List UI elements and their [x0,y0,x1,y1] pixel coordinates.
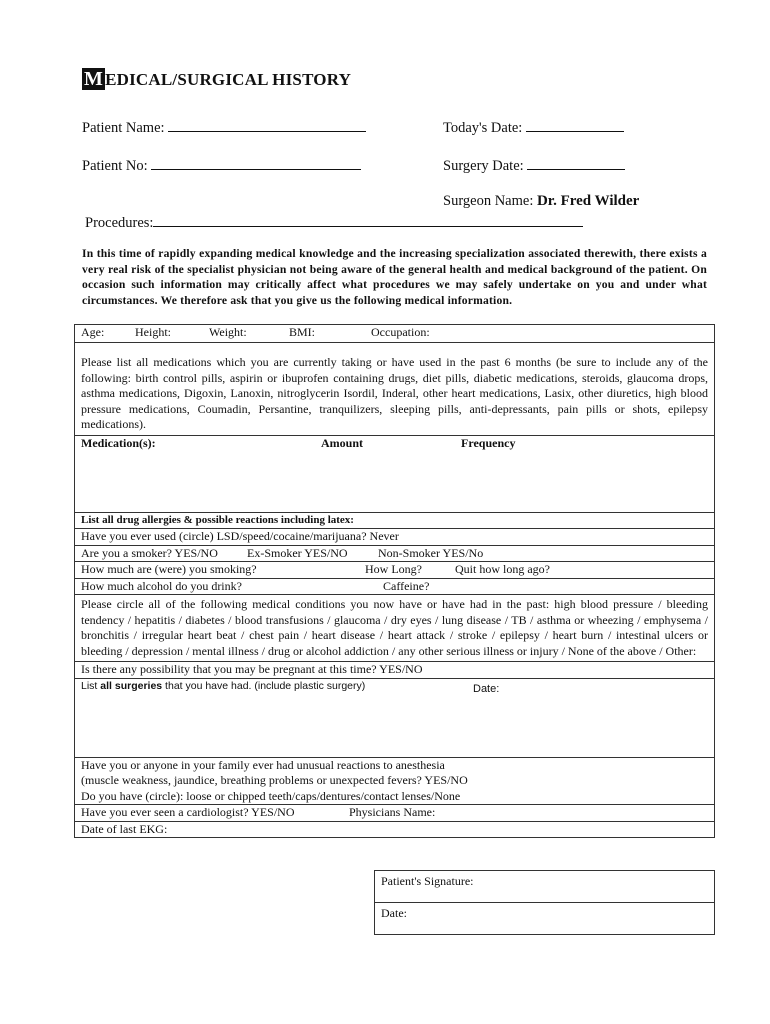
surgery-date-label: Surgery Date: [443,158,524,174]
surgeries-row [75,678,715,757]
caffeine-label: Caffeine? [383,578,430,593]
amount-col-header: Amount [321,435,364,450]
patient-signature-field[interactable]: Patient's Signature: [375,871,715,903]
height-label: Height: [135,325,171,339]
surgeon-name-value: Dr. Fred Wilder [536,193,640,209]
frequency-col-header: Frequency [461,435,516,450]
surgery-date-line[interactable] [527,155,625,170]
surgeries-prefix: List [81,679,101,692]
cardiologist-cell[interactable] [75,805,715,822]
signature-date-row [375,903,715,935]
todays-date-field[interactable] [443,117,624,137]
surgeon-name-label: Surgeon Name: [443,193,534,209]
surgeries-suffix: that you have had. (include plastic surgery) [162,679,366,692]
signature-date-field[interactable]: Date: [375,903,715,935]
title-initial: M [84,68,104,90]
smoking-amount-cell[interactable] [75,562,715,579]
surgery-date-field[interactable] [443,155,625,175]
ex-smoker-option: Ex-Smoker YES/NO [247,545,348,560]
procedures-field[interactable] [85,212,583,232]
procedures-label: Procedures: [85,215,154,231]
patient-name-label: Patient Name: [82,120,165,136]
medical-form-table [74,324,715,838]
cardiologist-row [75,805,715,822]
todays-date-label: Today's Date: [443,120,523,136]
patient-no-label: Patient No: [82,158,148,174]
physicians-name-label: Physicians Name: [349,805,436,819]
weight-label: Weight: [209,325,247,339]
surgeries-cell[interactable] [75,678,715,757]
occupation-label: Occupation: [371,325,430,339]
patient-name-field[interactable] [82,117,366,137]
patient-no-line[interactable] [151,155,361,170]
alcohol-question: How much alcohol do you drink? [81,578,242,593]
page-title [82,68,351,90]
signature-row [375,871,715,903]
surgeries-bold: all surgeries [100,679,163,692]
smoking-amount-row [75,562,715,579]
drugs-used-row [75,529,715,546]
pregnancy-row [75,662,715,679]
vitals-cell[interactable] [75,325,715,343]
medications-instructions-row [75,343,715,436]
smoking-amount-label: How much are (were) you smoking? [81,562,257,576]
allergies-label[interactable]: List all drug allergies & possible reactions including latex: [75,512,715,529]
patient-name-line[interactable] [168,117,366,132]
smoker-row [75,545,715,562]
surgeon-name-field [443,193,639,210]
todays-date-line[interactable] [526,117,624,132]
title-rest: EDICAL/SURGICAL HISTORY [105,70,352,89]
conditions-row [75,595,715,662]
anesthesia-line-1: Have you or anyone in your family ever had unusual reactions to anesthesia [81,757,445,772]
pregnancy-question[interactable]: Is there any possibility that you may be pregnant at this time? YES/NO [75,662,715,679]
non-smoker-option: Non-Smoker YES/No [378,545,484,560]
ekg-row [75,821,715,838]
cardiologist-question: Have you ever seen a cardiologist? YES/NO [81,805,295,819]
medications-instructions: Please list all medications which you are currently taking or have used in the past 6 months (be sure to include any of the following: birth control pills, aspirin or ibuprofen containing drugs, diet pills, diabetic medications, steroids, glaucoma drops, asthma medications, Digoxin, Lanoxin, nitroglycerin Isordil, Inderal, other heart medications, Lasix, other diuretics, high blood pressure medications, Coumadin, Persantine, tranquilizers, sleeping pills, anti-depressants, pain pills or shots, epilepsy medications). [75,343,715,436]
vitals-row [75,325,715,343]
bmi-label: BMI: [289,325,316,339]
procedures-line[interactable] [153,212,583,227]
anesthesia-cell[interactable] [75,757,715,805]
anesthesia-line-2: (muscle weakness, jaundice, breathing problems or unexpected fevers? YES/NO [81,773,468,787]
how-long-label: How Long? [365,562,422,576]
allergies-row [75,512,715,529]
smoker-question: Are you a smoker? YES/NO [81,545,218,560]
conditions-text[interactable]: Please circle all of the following medical conditions you now have or have had in the past: high blood pressure / bleeding tendency / hepatitis / diabetes / blood transfusions / glaucoma / dry eyes / lung disease / TB / asthma or wheezing / emphysema / bronchitis / irregular heart beat / chest pain / heart disease / heart attack / stroke / epilepsy / heart burn / intestinal ulcers or bleeding / depression / mental illness / drug or alcohol addiction / any other serious illness or injury / None of the above / Other: [75,595,715,662]
medications-list-cell[interactable] [75,435,715,512]
alcohol-cell[interactable] [75,578,715,595]
drugs-used-question[interactable]: Have you ever used (circle) LSD/speed/cocaine/marijuana? Never [75,529,715,546]
ekg-label[interactable]: Date of last EKG: [75,821,715,838]
anesthesia-row [75,757,715,805]
teeth-line: Do you have (circle): loose or chipped teeth/caps/dentures/contact lenses/None [81,788,461,803]
medications-list-row [75,435,715,512]
alcohol-row [75,578,715,595]
surgeries-date-label: Date: [473,682,500,695]
medications-col-header: Medication(s): [81,435,156,450]
age-label: Age: [81,325,105,339]
surgeries-label [81,679,473,695]
intro-paragraph: In this time of rapidly expanding medical knowledge and the increasing specialization associated therewith, there exists a very real risk of the specialist physician not being aware of the general health and medical background of the patient. On occasion such information may critically affect what procedures we may safely undertake on you and under what circumstances. We therefore ask that you give us the following medical information. [82,247,707,307]
quit-how-long-label: Quit how long ago? [455,562,550,576]
smoker-cell[interactable] [75,545,715,562]
signature-table [374,870,715,935]
patient-no-field[interactable] [82,155,361,175]
